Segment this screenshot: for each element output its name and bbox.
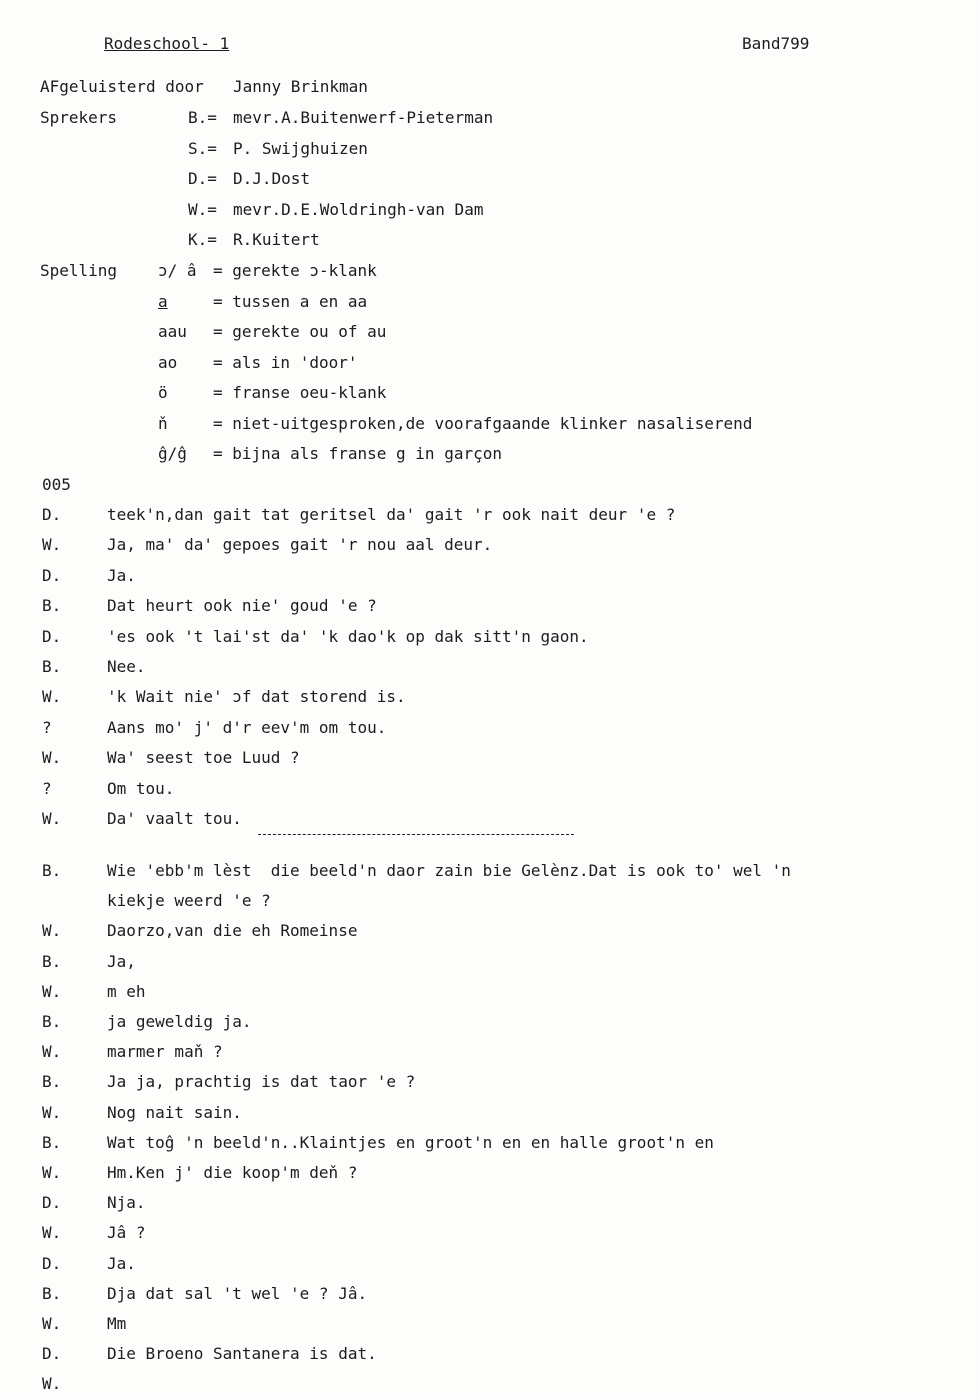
dialogue-speaker: W.	[42, 1314, 62, 1333]
dialogue-text: Nja.	[107, 1193, 146, 1213]
section-separator	[258, 834, 574, 835]
dialogue-text: Aans mo' j' d'r eev'm om tou.	[107, 717, 387, 737]
dialogue-speaker: D.	[42, 1253, 62, 1273]
dialogue-text: ja geweldig ja.	[107, 1012, 252, 1031]
spelling-symbol: a	[158, 291, 168, 311]
dialogue-text: Daorzo,van die eh Romeinse	[107, 921, 358, 941]
spelling-description: = tussen a en aa	[213, 291, 368, 311]
dialogue-text: Wat toĝ 'n beeld'n..Klaintjes en groot'n en en halle groot'n en	[107, 1132, 714, 1152]
dialogue-text: marmer maň ?	[107, 1042, 223, 1062]
spelling-description: = franse oeu-klank	[213, 383, 387, 402]
dialogue-speaker: D.	[42, 626, 62, 646]
speaker-name: mevr.D.E.Woldringh-van Dam	[233, 199, 484, 219]
dialogue-text: Wie 'ebb'm lèst die beeld'n daor zain bie Gelènz.Dat is ook to' wel 'n	[107, 861, 791, 880]
speaker-name: D.J.Dost	[233, 169, 311, 188]
dialogue-text: Ja,	[107, 951, 136, 971]
spelling-symbol: ĝ/ĝ	[158, 444, 187, 463]
dialogue-text: Wa' seest toe Luud ?	[107, 748, 300, 768]
dialogue-speaker: W.	[42, 1042, 62, 1062]
dialogue-speaker: W.	[42, 1163, 62, 1182]
dialogue-speaker: B.	[42, 1012, 62, 1031]
dialogue-speaker: W.	[42, 687, 62, 707]
dialogue-text: Dat heurt ook nie' goud 'e ?	[107, 596, 377, 616]
spelling-label: Spelling	[40, 261, 118, 280]
spelling-symbol: ň	[158, 413, 168, 433]
dialogue-text: Jâ ?	[107, 1223, 146, 1243]
dialogue-text: Da' vaalt tou.	[107, 809, 242, 828]
dialogue-text: Om tou.	[107, 778, 175, 798]
dialogue-speaker: ?	[42, 717, 52, 737]
dialogue-text: Dja dat sal 't wel 'e ? Jâ.	[107, 1283, 368, 1303]
dialogue-speaker: W.	[42, 535, 62, 555]
speaker-name: P. Swijghuizen	[233, 138, 368, 158]
speaker-name: mevr.A.Buitenwerf-Pieterman	[233, 108, 494, 127]
page-header-title: Rodeschool- 1	[104, 34, 230, 53]
speaker-code: S.=	[188, 138, 217, 158]
dialogue-speaker: D.	[42, 565, 62, 585]
spelling-symbol: ö	[158, 383, 168, 402]
listened-by-label: AFgeluisterd door	[40, 77, 204, 96]
spelling-description: = gerekte ou of au	[213, 322, 387, 341]
dialogue-speaker: D.	[42, 1193, 62, 1213]
spelling-symbol: ao	[158, 352, 178, 372]
dialogue-speaker: B.	[42, 1283, 62, 1303]
dialogue-speaker: W.	[42, 1374, 62, 1394]
dialogue-text: Nee.	[107, 657, 146, 676]
dialogue-speaker: B.	[42, 657, 62, 676]
speaker-code: W.=	[188, 199, 217, 219]
dialogue-speaker: W.	[42, 1223, 62, 1243]
dialogue-text: Ja ja, prachtig is dat taor 'e ?	[107, 1072, 416, 1092]
dialogue-text: 'es ook 't lai'st da' 'k dao'k op dak sitt'n gaon.	[107, 626, 589, 646]
dialogue-text: Ja, ma' da' gepoes gait 'r nou aal deur.	[107, 535, 493, 555]
spelling-description: = als in 'door'	[213, 352, 358, 372]
spelling-description: = gerekte ɔ-klank	[213, 261, 377, 280]
dialogue-text: Nog nait sain.	[107, 1102, 242, 1122]
dialogue-speaker: W.	[42, 1102, 62, 1122]
spelling-description: = bijna als franse g in garçon	[213, 444, 502, 463]
spelling-symbol: aau	[158, 322, 187, 341]
section-marker: 005	[42, 475, 71, 494]
dialogue-text: kiekje weerd 'e ?	[107, 891, 271, 911]
speaker-name: R.Kuitert	[233, 230, 320, 249]
dialogue-speaker: W.	[42, 809, 62, 828]
dialogue-speaker: B.	[42, 1072, 62, 1092]
speaker-code: D.=	[188, 169, 217, 188]
listened-by-name: Janny Brinkman	[233, 77, 368, 96]
dialogue-speaker: W.	[42, 981, 62, 1001]
speaker-code: B.=	[188, 108, 217, 127]
dialogue-speaker: D.	[42, 1344, 62, 1364]
dialogue-speaker: B.	[42, 596, 62, 616]
dialogue-speaker: B.	[42, 861, 62, 880]
dialogue-text: Ja.	[107, 565, 136, 585]
dialogue-speaker: W.	[42, 921, 62, 941]
spelling-description: = niet-uitgesproken,de voorafgaande klinker nasaliserend	[213, 413, 753, 433]
dialogue-text: Mm	[107, 1314, 127, 1333]
speaker-code: K.=	[188, 230, 217, 249]
dialogue-speaker: W.	[42, 748, 62, 768]
dialogue-speaker: B.	[42, 1132, 62, 1152]
spelling-symbol: ɔ/ â	[158, 261, 197, 280]
dialogue-text: m eh	[107, 981, 146, 1001]
dialogue-speaker: B.	[42, 951, 62, 971]
dialogue-text: 'k Wait nie' ɔf dat storend is.	[107, 687, 406, 707]
dialogue-speaker: ?	[42, 778, 52, 798]
dialogue-text: Die Broeno Santanera is dat.	[107, 1344, 377, 1364]
dialogue-text: teek'n,dan gait tat geritsel da' gait 'r ook nait deur 'e ?	[107, 505, 676, 524]
dialogue-speaker: D.	[42, 505, 62, 524]
speakers-label: Sprekers	[40, 108, 118, 127]
tape-number: Band799	[742, 34, 810, 53]
dialogue-text: Hm.Ken j' die koop'm deň ?	[107, 1163, 358, 1182]
dialogue-text: Ja.	[107, 1253, 136, 1273]
